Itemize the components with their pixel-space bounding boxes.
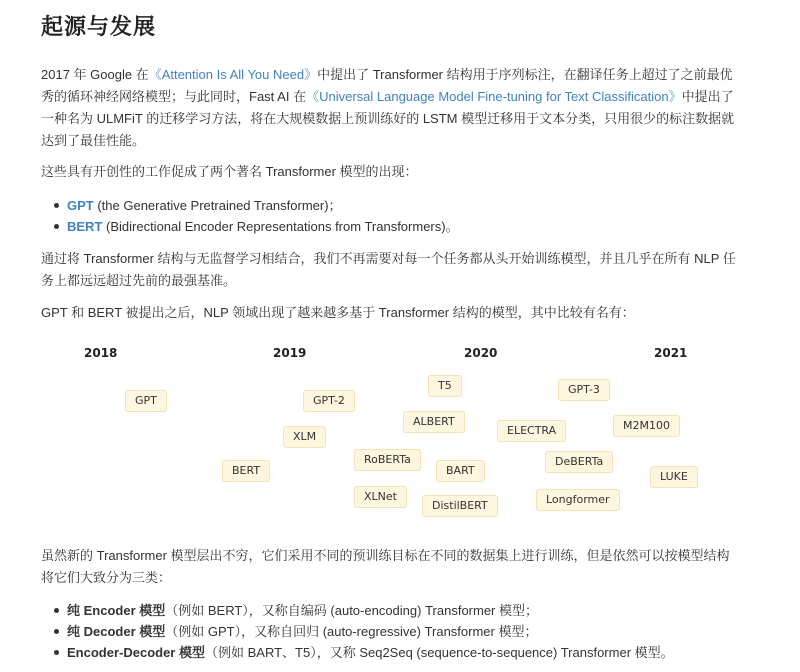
intro-text-3: 中提出了一种名为 ULMFiT 的迁移学习方法，将在大规模数据上预训练好的 LSTM 模型迁移用于文本分类，只用很少的标注数据就达到了最佳性能。 <box>41 89 735 148</box>
model-box-bart: BART <box>436 460 485 482</box>
year-label: 2018 <box>84 346 118 360</box>
bullet-icon <box>54 650 59 655</box>
bullet-icon <box>54 608 59 613</box>
list-item-bert <box>41 216 741 237</box>
model-box-longformer: Longformer <box>536 489 620 511</box>
model-categories-list <box>41 600 741 663</box>
year-label: 2019 <box>273 346 307 360</box>
intro-text-2: 中提出了 Transformer 结构用于序列标注，在翻译任务上超过了之前最优秀的循环神经网络模型；与此同时，Fast AI 在 <box>41 67 733 104</box>
model-box-albert: ALBERT <box>403 411 465 433</box>
model-box-xlnet: XLNet <box>354 486 407 508</box>
decoder-category-desc: （例如 GPT），又称自回归 (auto-regressive) Transformer 模型； <box>165 624 538 639</box>
model-box-bert: BERT <box>222 460 270 482</box>
list-item-encoder-decoder <box>41 642 741 663</box>
bert-description: (Bidirectional Encoder Representations from Transformers)。 <box>102 219 459 234</box>
landmark-models-list <box>41 195 741 237</box>
intro-text-1: 2017 年 Google 在 <box>41 67 149 82</box>
categories-intro-paragraph: 虽然新的 Transformer 模型层出不穷，它们采用不同的预训练目标在不同的数据集上进行训练，但是依然可以按模型结构将它们大致分为三类： <box>41 548 730 585</box>
model-box-distilbert: DistilBERT <box>422 495 498 517</box>
model-box-electra: ELECTRA <box>497 420 566 442</box>
page-title: 起源与发展 <box>41 14 157 39</box>
model-timeline <box>0 340 800 530</box>
encoder-category-desc: （例如 BERT），又称自编码 (auto-encoding) Transformer 模型； <box>165 603 538 618</box>
models-intro-paragraph: GPT 和 BERT 被提出之后，NLP 领域出现了越来越多基于 Transformer 结构的模型，其中比较有名有： <box>41 305 635 320</box>
model-box-xlm: XLM <box>283 426 326 448</box>
bullet-icon <box>54 629 59 634</box>
gpt-link[interactable]: GPT <box>67 198 94 213</box>
landmark-paragraph: 这些具有开创性的工作促成了两个著名 Transformer 模型的出现： <box>41 164 418 179</box>
encoder-category-name: 纯 Encoder 模型 <box>67 603 166 618</box>
model-box-gpt-2: GPT-2 <box>303 390 355 412</box>
ulmfit-paper-link[interactable]: 《Universal Language Model Fine-tuning for Text Classification》 <box>306 89 682 104</box>
list-item-encoder <box>41 600 741 621</box>
model-box-luke: LUKE <box>650 466 698 488</box>
list-item-decoder <box>41 621 741 642</box>
model-box-t5: T5 <box>428 375 462 397</box>
list-item-gpt <box>41 195 741 216</box>
model-box-roberta: RoBERTa <box>354 449 421 471</box>
attention-paper-link[interactable]: 《Attention Is All You Need》 <box>148 67 318 82</box>
encoder-decoder-category-name: Encoder-Decoder 模型 <box>67 645 205 660</box>
pretraining-paragraph: 通过将 Transformer 结构与无监督学习相结合，我们不再需要对每一个任务都从头开始训练模型，并且几乎在所有 NLP 任务上都远远超过先前的最强基准。 <box>41 251 736 288</box>
bullet-icon <box>54 203 59 208</box>
model-box-deberta: DeBERTa <box>545 451 613 473</box>
model-box-m2m100: M2M100 <box>613 415 680 437</box>
encoder-decoder-category-desc: （例如 BART、T5），又称 Seq2Seq (sequence-to-sequence) Transformer 模型。 <box>204 645 674 660</box>
intro-paragraph <box>41 64 741 152</box>
model-box-gpt-3: GPT-3 <box>558 379 610 401</box>
year-label: 2021 <box>654 346 688 360</box>
year-label: 2020 <box>464 346 498 360</box>
gpt-description: (the Generative Pretrained Transformer)； <box>93 198 342 213</box>
decoder-category-name: 纯 Decoder 模型 <box>67 624 166 639</box>
model-box-gpt: GPT <box>125 390 167 412</box>
bullet-icon <box>54 224 59 229</box>
bert-link[interactable]: BERT <box>67 219 103 234</box>
